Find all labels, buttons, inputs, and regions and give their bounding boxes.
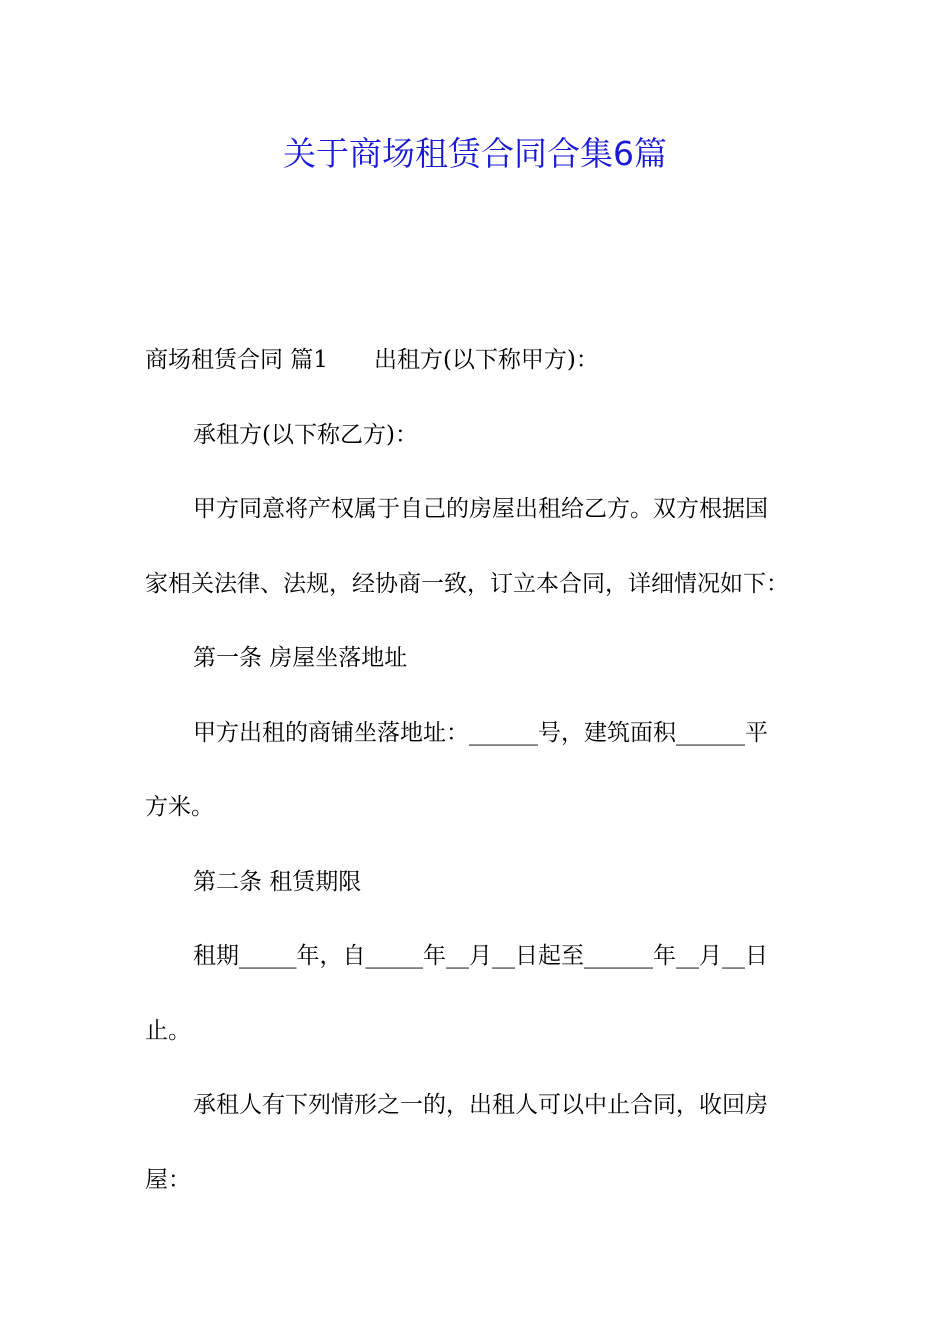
lessor-label: 出租方(以下称甲方)： [373,347,599,373]
paragraph-line: 方米。 [145,794,214,820]
paragraph-line: 承租人有下列情形之一的，出租人可以中止合同，收回房 [193,1092,768,1118]
article-heading: 第一条 房屋坐落地址 [193,645,408,671]
paragraph-line: 家相关法律、法规，经协商一致，订立本合同，详细情况如下： [145,571,789,597]
paragraph-line: 甲方出租的商铺坐落地址：______号，建筑面积______平 [193,720,768,746]
document-title: 关于商场租赁合同合集6篇 [283,134,667,173]
article-heading: 第二条 租赁期限 [193,869,362,895]
paragraph-line: 止。 [145,1018,191,1044]
section-heading-line [145,342,810,378]
paragraph-line: 租期_____年，自_____年__月__日起至______年__月__日 [193,943,768,969]
paragraph-line: 甲方同意将产权属于自己的房屋出租给乙方。双方根据国 [193,496,768,522]
section-label: 商场租赁合同 篇1 [145,347,328,373]
lessee-line: 承租方(以下称乙方)： [193,422,418,448]
paragraph-line: 屋： [145,1167,191,1193]
